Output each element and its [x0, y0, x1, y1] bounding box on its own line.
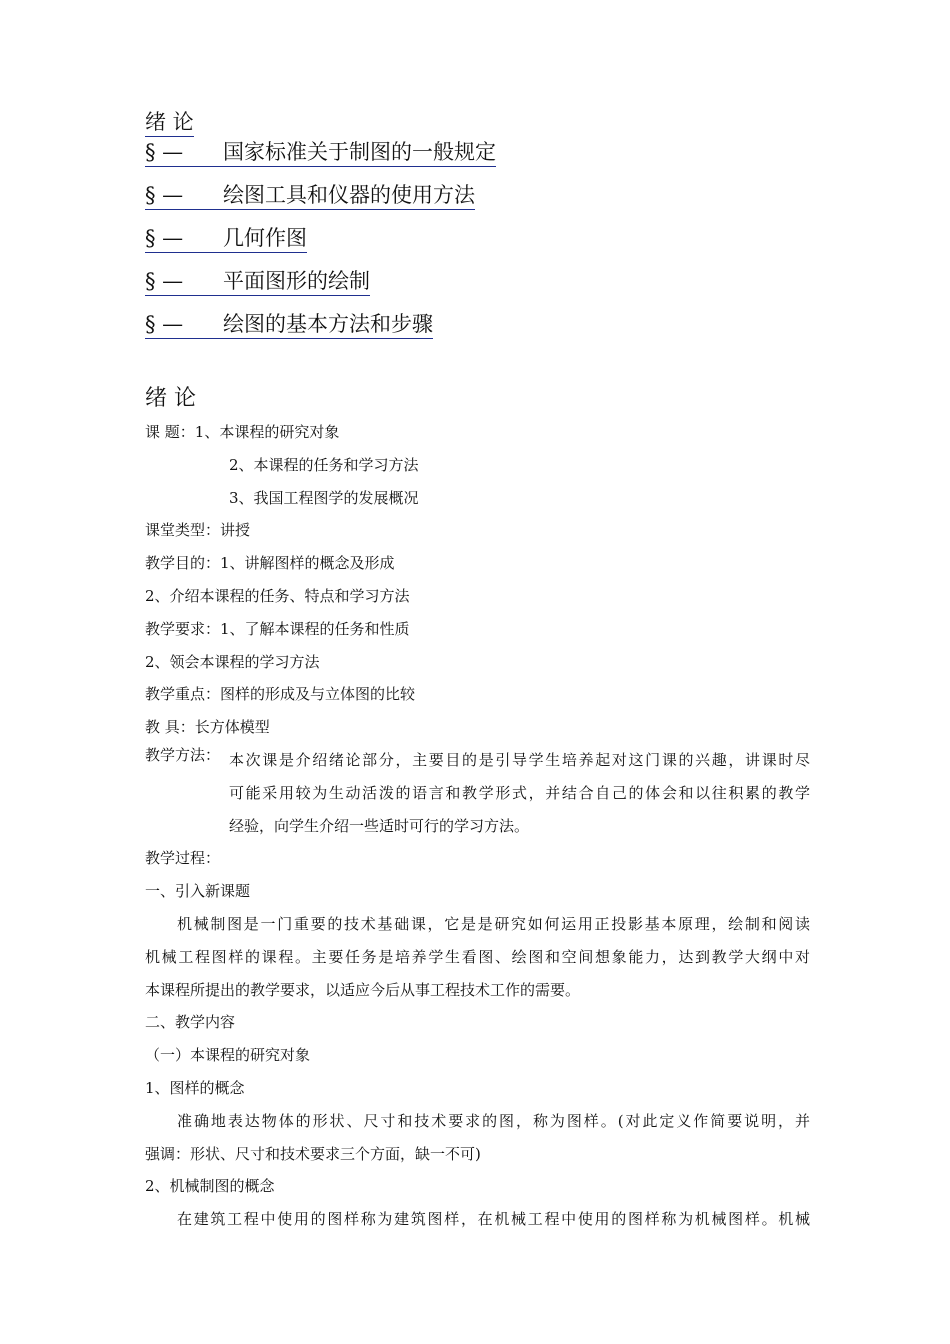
method-text [229, 744, 810, 842]
teaching-requirement: 2、领会本课程的学习方法 [145, 652, 320, 671]
class-type: 课堂类型：讲授 [145, 521, 251, 540]
paragraph-line: 准确地表达物体的形状、尺寸和技术要求的图，称为图样。(对此定义作简要说明，并 [177, 1111, 810, 1130]
teaching-goal: 教学目的：1、讲解图样的概念及形成 [145, 554, 395, 573]
method-label: 教学方法： [145, 745, 221, 764]
teaching-requirement: 教学要求：1、了解本课程的任务和性质 [145, 619, 410, 638]
topic-line [145, 416, 810, 449]
teaching-tools: 教 具：长方体模型 [145, 718, 270, 737]
item-heading: 2、机械制图的概念 [145, 1177, 275, 1196]
table-of-contents [145, 108, 496, 353]
toc-link-drawing-tools[interactable] [145, 181, 475, 210]
toc-link-introduction[interactable]: 绪 论 [145, 108, 194, 137]
lesson-body [145, 416, 810, 1236]
toc-link-label: 几何作图 [223, 226, 307, 250]
part-heading: 二、教学内容 [145, 1013, 236, 1032]
toc-link-geometric-construction[interactable] [145, 224, 307, 253]
topic-label: 课 题： [145, 423, 195, 441]
toc-link-label: 国家标准关于制图的一般规定 [223, 140, 496, 164]
paragraph-line: 强调：形状、尺寸和技术要求三个方面，缺一不可) [145, 1144, 481, 1163]
toc-section-mark: § — [145, 140, 184, 164]
paragraph-line: 本课程所提出的教学要求，以适应今后从事工程技术工作的需要。 [145, 980, 581, 999]
toc-link-label: 平面图形的绘制 [223, 269, 370, 293]
teaching-process: 教学过程： [145, 849, 221, 868]
toc-link-national-standards[interactable] [145, 138, 496, 167]
topic-item: 2、本课程的任务和学习方法 [229, 455, 419, 474]
toc-section-mark: § — [145, 269, 184, 293]
toc-section-mark: § — [145, 312, 184, 336]
paragraph-line: 在建筑工程中使用的图样称为建筑图样，在机械工程中使用的图样称为机械图样。机械 [177, 1210, 810, 1229]
item-heading: 1、图样的概念 [145, 1078, 245, 1097]
method-line: 经验，向学生介绍一些适时可行的学习方法。 [229, 816, 530, 835]
toc-link-plane-figures[interactable] [145, 267, 370, 296]
method-line: 本次课是介绍绪论部分，主要目的是引导学生培养起对这门课的兴趣，讲课时尽 [229, 750, 810, 769]
toc-section-mark: § — [145, 183, 184, 207]
teaching-goal: 2、介绍本课程的任务、特点和学习方法 [145, 586, 410, 605]
method-line: 可能采用较为生动活泼的语言和教学形式，并结合自己的体会和以往积累的教学 [229, 783, 810, 802]
toc-link-drawing-methods[interactable] [145, 310, 433, 339]
part-heading: 一、引入新课题 [145, 882, 251, 901]
toc-link-label: 绘图的基本方法和步骤 [223, 312, 433, 336]
section-heading: 绪 论 [145, 386, 196, 411]
topic-item: 3、我国工程图学的发展概况 [229, 488, 419, 507]
toc-link-label: 绘图工具和仪器的使用方法 [223, 183, 475, 207]
paragraph-line: 机械工程图样的课程。主要任务是培养学生看图、绘图和空间想象能力，达到教学大纲中对 [145, 947, 810, 966]
toc-section-mark: § — [145, 226, 184, 250]
paragraph-line: 机械制图是一门重要的技术基础课，它是是研究如何运用正投影基本原理，绘制和阅读 [177, 914, 810, 933]
sub-heading: （一）本课程的研究对象 [145, 1046, 311, 1065]
teaching-method [145, 744, 810, 842]
teaching-focus: 教学重点：图样的形成及与立体图的比较 [145, 685, 416, 704]
topic-item: 1、本课程的研究对象 [194, 423, 340, 441]
